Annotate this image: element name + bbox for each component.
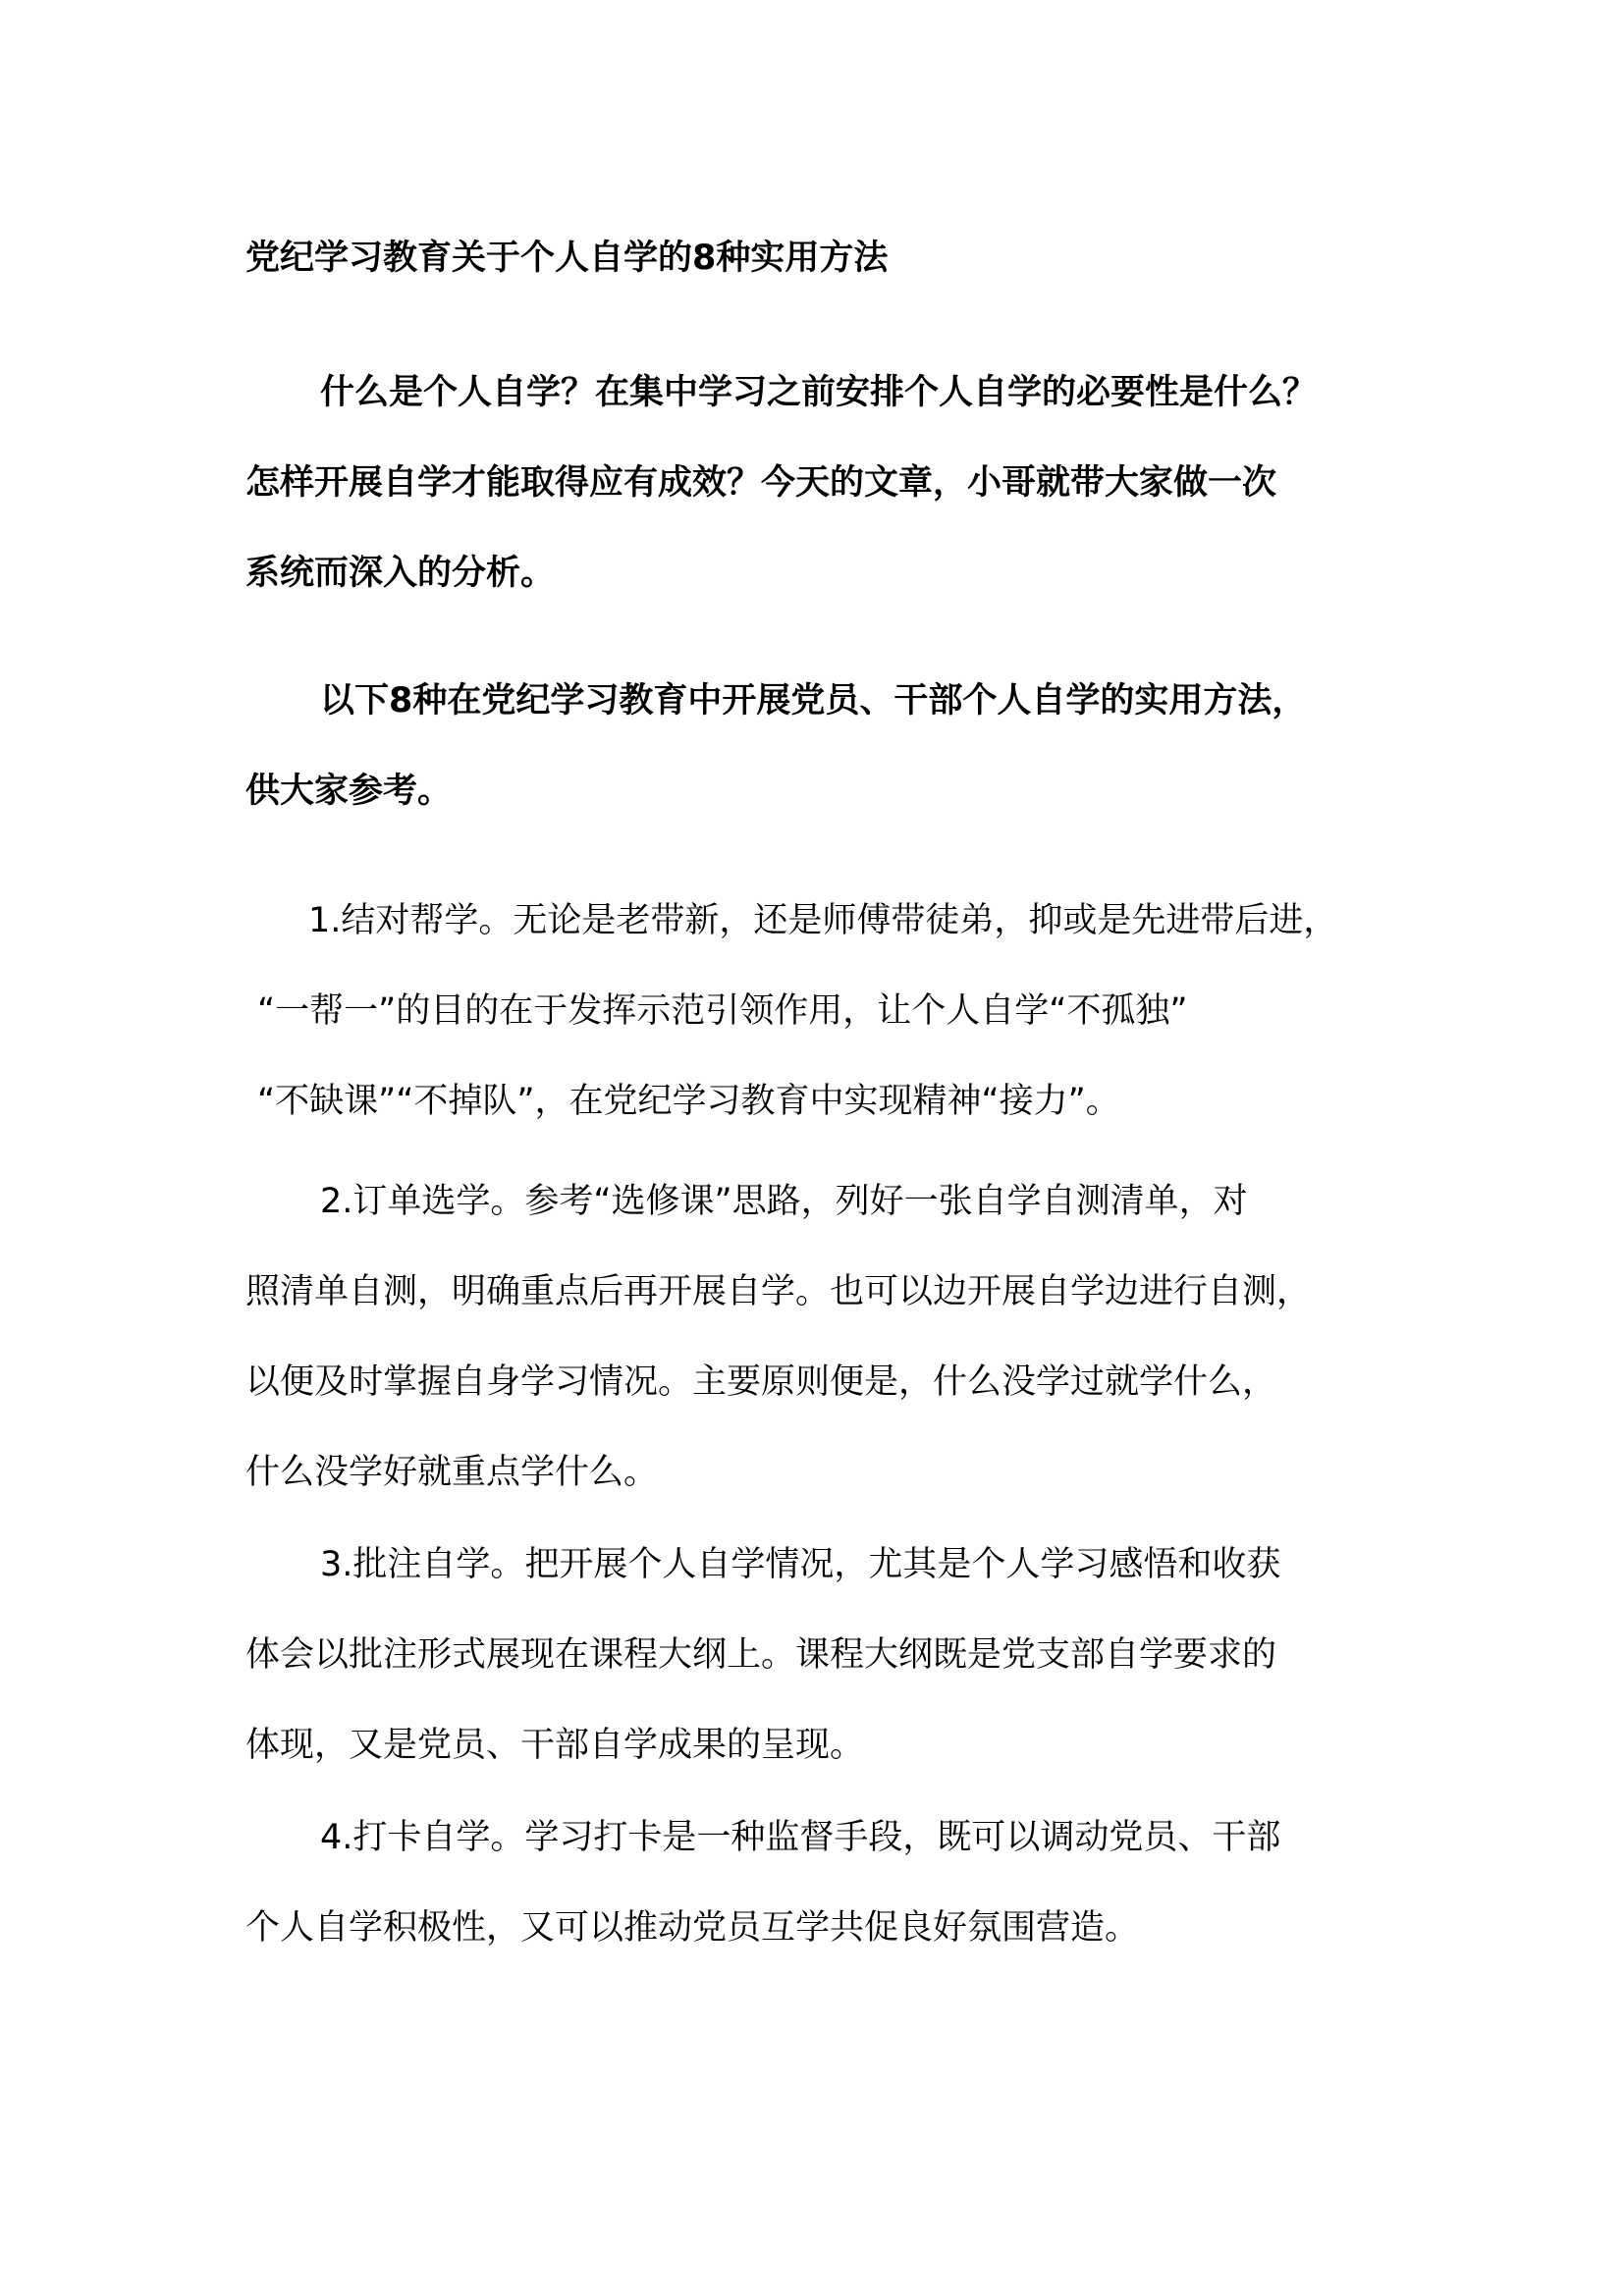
method-line: 个人自学积极性，又可以推动党员互学共促良好氛围营造。: [245, 1908, 1140, 1948]
method-line: “不缺课”“不掉队”，在党纪学习教育中实现精神“接力”。: [257, 1082, 1120, 1121]
method-line: 照清单自测，明确重点后再开展自学。也可以边开展自学边进行自测，: [245, 1272, 1312, 1311]
method-line: 1.结对帮学。无论是老带新，还是师傅带徒弟，抑或是先进带后进，: [308, 901, 1338, 940]
method-line: 体会以批注形式展现在课程大纲上。课程大纲既是党支部自学要求的: [245, 1635, 1277, 1675]
document-title: 党纪学习教育关于个人自学的8种实用方法: [245, 239, 889, 278]
method-line: 体现，又是党员、干部自学成果的呈现。: [245, 1726, 865, 1765]
intro-line: 怎样开展自学才能取得应有成效？今天的文章，小哥就带大家做一次: [245, 463, 1277, 503]
lead-paragraph: [245, 656, 1424, 836]
method-line: 4.打卡自学。学习打卡是一种监督手段，既可以调动党员、干部: [320, 1818, 1281, 1857]
method-3-paragraph: [245, 1520, 1424, 1790]
method-line: 以便及时掌握自身学习情况。主要原则便是，什么没学过就学什么，: [245, 1362, 1277, 1402]
method-line: 什么没学好就重点学什么。: [245, 1453, 659, 1492]
method-line: 3.批注自学。把开展个人自学情况，尤其是个人学习感悟和收获: [320, 1545, 1281, 1584]
intro-line: 什么是个人自学？在集中学习之前安排个人自学的必要性是什么？: [320, 373, 1318, 412]
intro-paragraph: [245, 347, 1424, 618]
method-line: “一帮一”的目的在于发挥示范引领作用，让个人自学“不孤独”: [257, 991, 1188, 1031]
method-4-paragraph: [245, 1792, 1424, 1973]
lead-line: 以下8种在党纪学习教育中开展党员、干部个人自学的实用方法，: [320, 681, 1307, 721]
method-1-paragraph: [245, 876, 1424, 1147]
method-line: 2.订单选学。参考“选修课”思路，列好一张自学自测清单，对: [320, 1182, 1248, 1221]
lead-line: 供大家参考。: [245, 772, 453, 811]
intro-line: 系统而深入的分析。: [245, 554, 556, 593]
method-2-paragraph: [245, 1156, 1424, 1518]
